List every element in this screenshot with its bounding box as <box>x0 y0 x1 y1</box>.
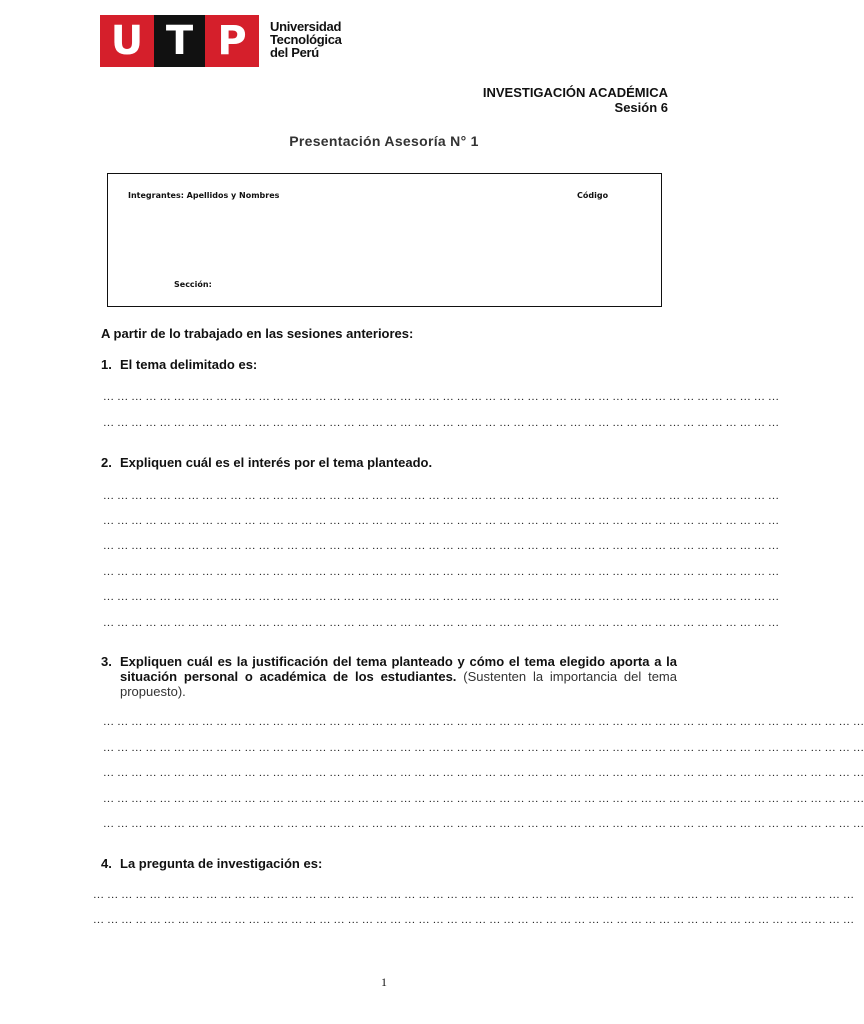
question-number: 1. <box>101 357 112 372</box>
answer-line: … … … … … … … … … … … … … … … … … … … … … … … … … … … … … … … … … … … … … … … … … … … … … … … … … … … … … … <box>103 742 864 754</box>
session-label: Sesión 6 <box>614 100 668 115</box>
section-label: Sección: <box>174 280 212 289</box>
page-title: Presentación Asesoría N° 1 <box>289 133 479 149</box>
question-number: 4. <box>101 856 112 871</box>
course-name: INVESTIGACIÓN ACADÉMICA <box>482 85 668 100</box>
answer-line: … … … … … … … … … … … … … … … … … … … … … … … … … … … … … … … … … … … … … … … … … … … … … … … … … … … … … … <box>103 767 864 779</box>
utp-logo <box>100 15 350 67</box>
question-text: La pregunta de investigación es: <box>120 856 323 871</box>
logo-letter-u: U <box>100 15 154 67</box>
answer-line: … … … … … … … … … … … … … … … … … … … … … … … … … … … … … … … … … … … … … … … … … … … … … … … … <box>103 591 780 603</box>
answer-line: … … … … … … … … … … … … … … … … … … … … … … … … … … … … … … … … … … … … … … … … … … … … … … … … … … … … … … <box>103 716 864 728</box>
members-label: Integrantes: Apellidos y Nombres <box>128 191 280 200</box>
question-text: Expliquen cuál es el interés por el tema planteado. <box>120 455 433 470</box>
answer-line: … … … … … … … … … … … … … … … … … … … … … … … … … … … … … … … … … … … … … … … … … … … … … … … … … … … … … … <box>103 818 864 830</box>
page-number: 1 <box>381 975 387 989</box>
logo-university-name: Universidad Tecnológica del Perú <box>270 19 342 60</box>
logo-letter-p: P <box>205 15 259 67</box>
answer-line: … … … … … … … … … … … … … … … … … … … … … … … … … … … … … … … … … … … … … … … … … … … … … … … … <box>103 540 780 552</box>
code-label: Código <box>577 191 609 200</box>
answer-line: … … … … … … … … … … … … … … … … … … … … … … … … … … … … … … … … … … … … … … … … … … … … … … … … <box>103 515 780 527</box>
answer-line: … … … … … … … … … … … … … … … … … … … … … … … … … … … … … … … … … … … … … … … … … … … … … … … … <box>103 417 780 429</box>
question-3 <box>101 654 681 704</box>
question-number: 2. <box>101 455 112 470</box>
answer-line: … … … … … … … … … … … … … … … … … … … … … … … … … … … … … … … … … … … … … … … … … … … … … … … … … … … … … … <box>93 889 855 901</box>
document-header <box>483 85 668 115</box>
answer-line: … … … … … … … … … … … … … … … … … … … … … … … … … … … … … … … … … … … … … … … … … … … … … … … … <box>103 566 780 578</box>
logo-letter-t: T <box>154 15 205 67</box>
student-info-box <box>107 173 662 307</box>
question-text: Expliquen cuál es la justificación del tema planteado y cómo el tema elegido aporta a la situación personal o académica de los estudiantes. (Sustenten la importancia del tema propuesto). <box>120 654 677 699</box>
answer-line: … … … … … … … … … … … … … … … … … … … … … … … … … … … … … … … … … … … … … … … … … … … … … … … … … … … … … … <box>93 914 855 926</box>
question-text: El tema delimitado es: <box>120 357 258 372</box>
answer-line: … … … … … … … … … … … … … … … … … … … … … … … … … … … … … … … … … … … … … … … … … … … … … … … … <box>103 490 780 502</box>
intro-text: A partir de lo trabajado en las sesiones anteriores: <box>101 326 414 341</box>
answer-line: … … … … … … … … … … … … … … … … … … … … … … … … … … … … … … … … … … … … … … … … … … … … … … … … … … … … … … <box>103 793 864 805</box>
answer-line: … … … … … … … … … … … … … … … … … … … … … … … … … … … … … … … … … … … … … … … … … … … … … … … … <box>103 617 780 629</box>
question-number: 3. <box>101 654 112 669</box>
answer-line: … … … … … … … … … … … … … … … … … … … … … … … … … … … … … … … … … … … … … … … … … … … … … … … … <box>103 391 780 403</box>
